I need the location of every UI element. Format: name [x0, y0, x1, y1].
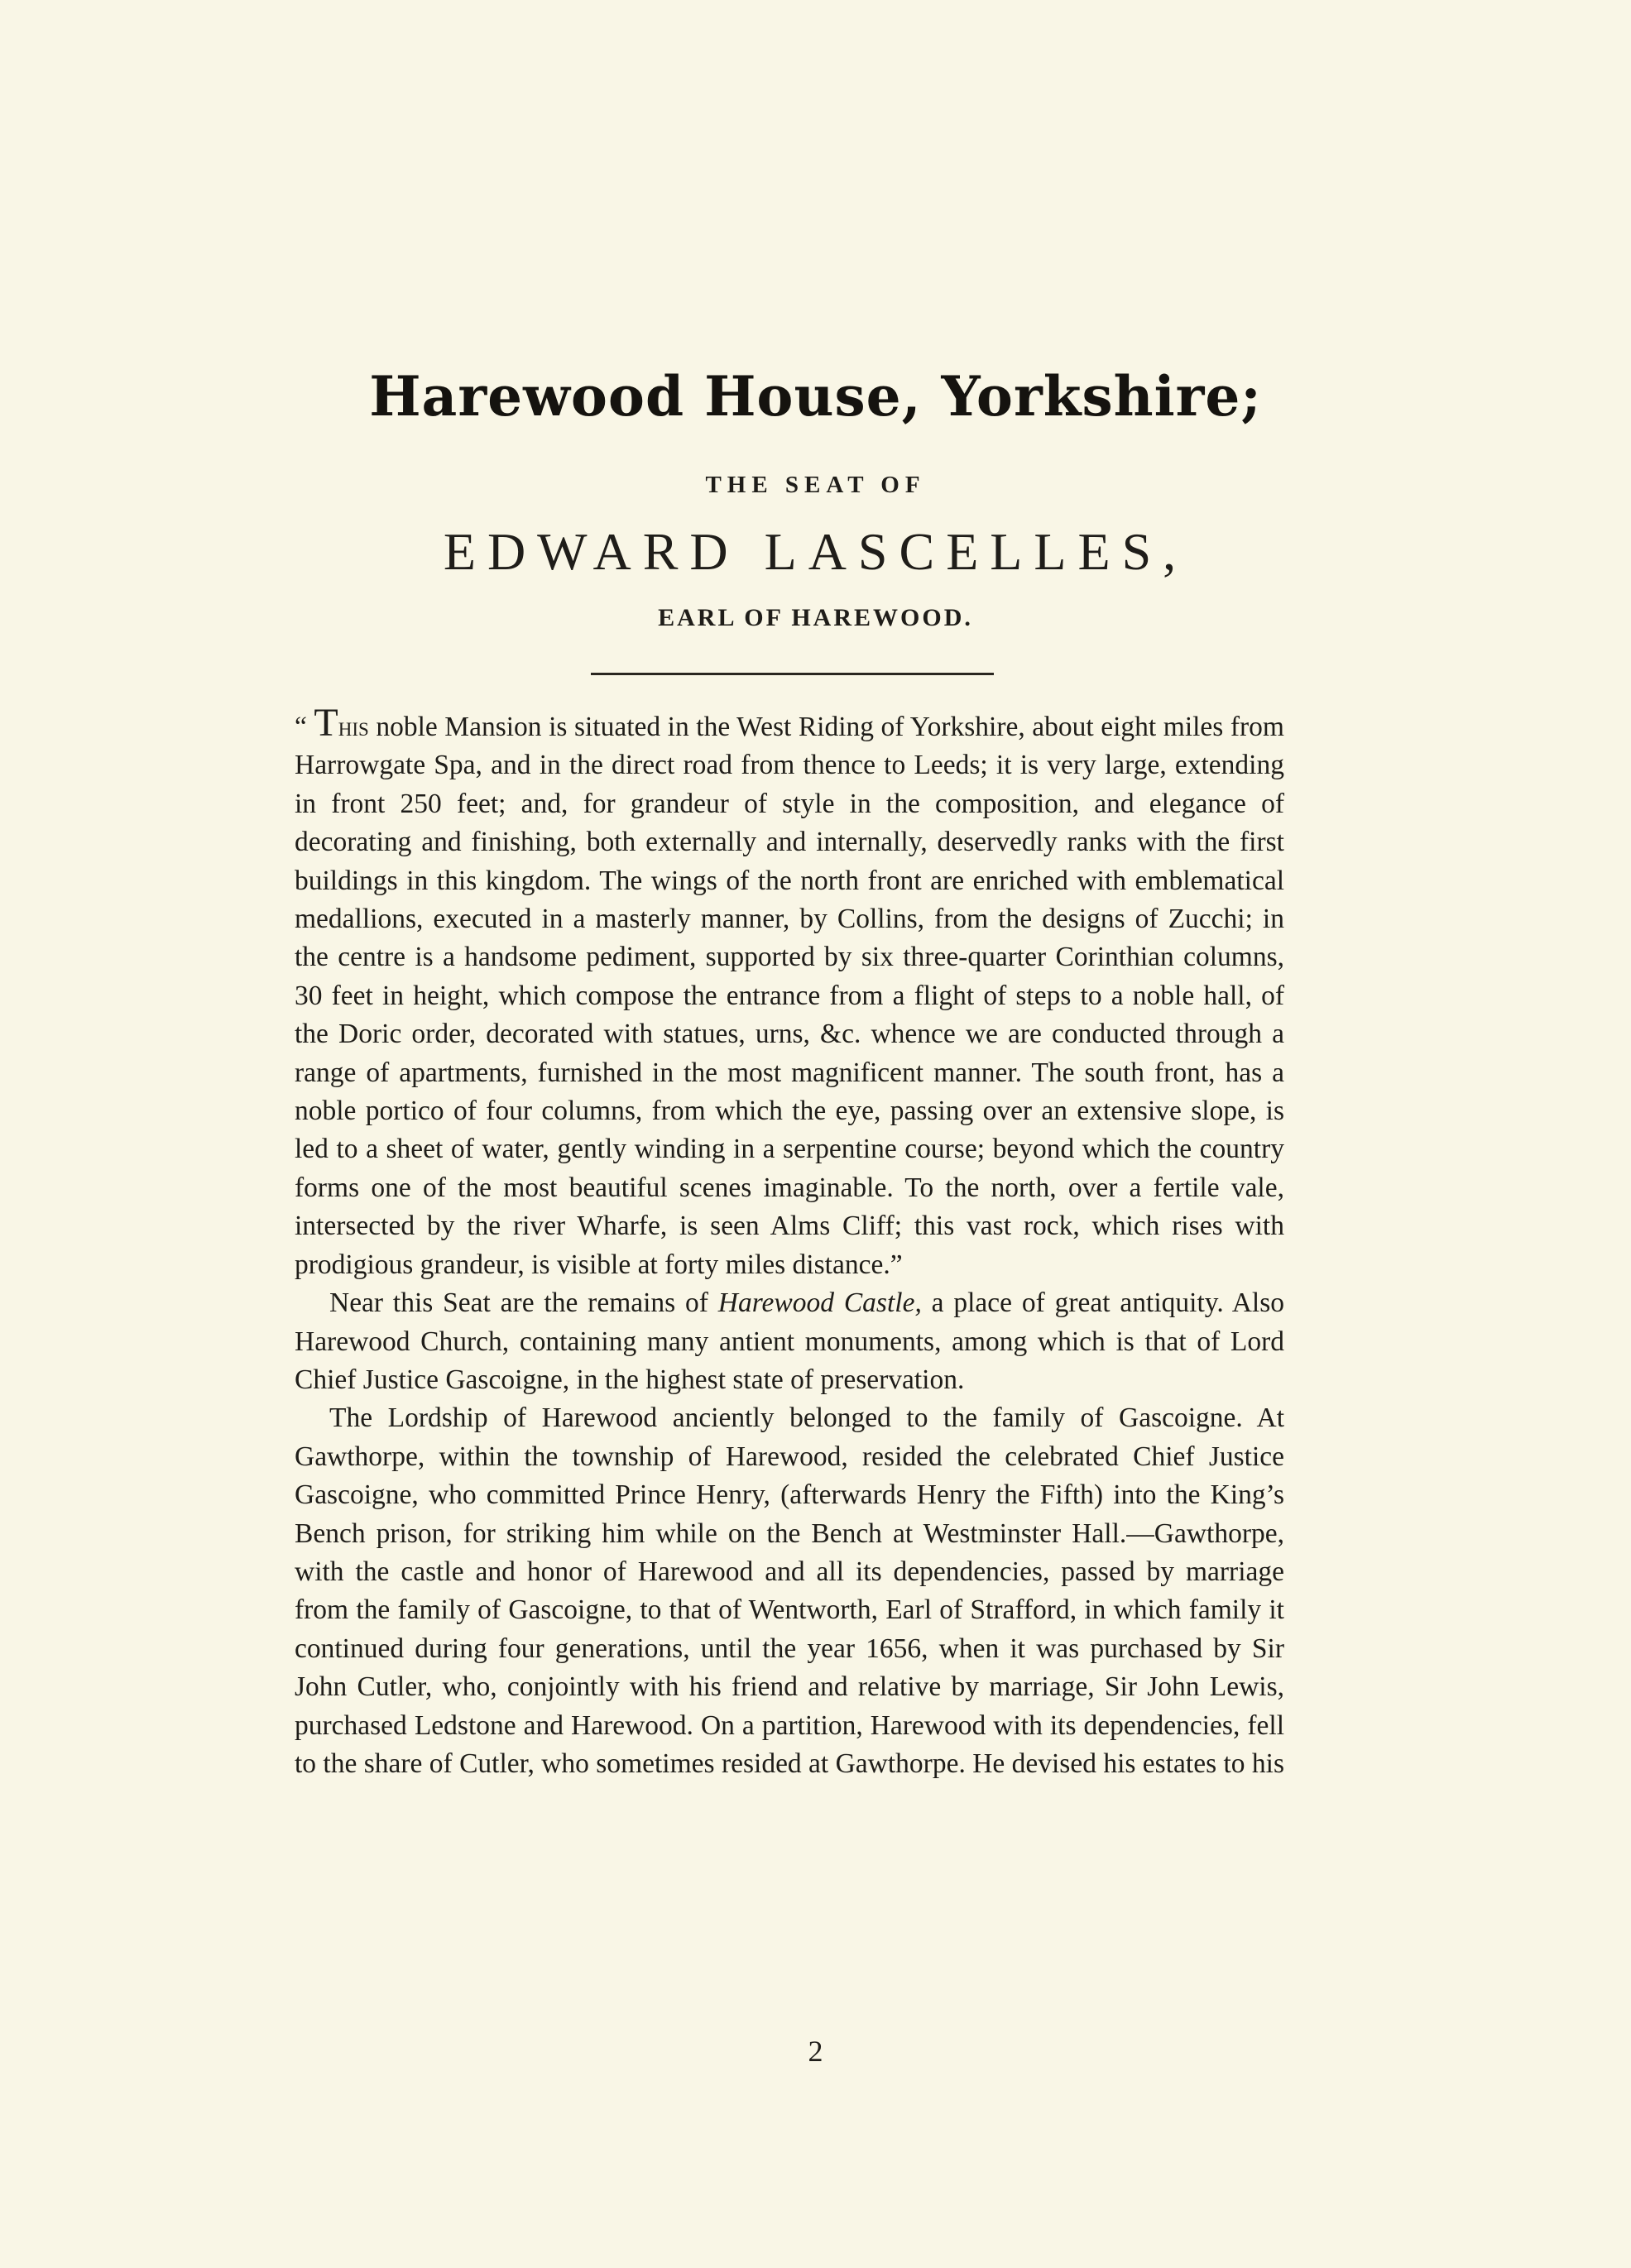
paragraph-2 — [295, 1284, 1284, 1399]
page-title: Harewood House, Yorkshire; — [369, 364, 1262, 429]
small-caps-word: his — [338, 712, 369, 742]
paragraph-3 — [295, 1399, 1284, 1783]
paragraph-2-italic: Harewood Castle, — [717, 1287, 922, 1319]
drop-cap: T — [314, 701, 338, 745]
paragraph-1-text: noble Mansion is situated in the West Riding of Yorkshire, about eight miles from Harrowgate Spa, and in the direct road from thence to Leeds; it is very large, extending in front 250 feet; and, for grandeur of style in the composition, and elegance of decorating and finishing, both externally and internally, deservedly ranks with the first buildings in this kingdom. The wings of the north front are enriched with emblematical medallions, executed in a masterly manner, by Collins, from the designs of Zucchi; in the centre is a handsome pediment, supported by six three-quarter Corinthian columns, 30 feet in height, which compose the entrance from a flight of steps to a noble hall, of the Doric order, decorated with statues, urns, &c. whence we are conducted through a range of apartments, furnished in the most magnificent manner. The south front, has a noble portico of four columns, from which the eye, passing over an extensive slope, is led to a sheet of water, gently winding in a serpentine course; beyond which the country forms one of the most beautiful scenes imaginable. To the north, over a fertile vale, intersected by the river Wharfe, is seen Alms Cliff; this vast rock, which rises with prodigious grandeur, is visible at forty miles distance.” — [295, 712, 1284, 1280]
paragraph-3-text: The Lordship of Harewood anciently belonged to the family of Gascoigne. At Gawthorpe, within the township of Harewood, resided the celebrated Chief Justice Gascoigne, who committed Prince Henry, (afterwards Henry the Fifth) into the King’s Bench prison, for striking him while on the Bench at Westminster Hall.—Gawthorpe, with the castle and honor of Harewood and all its dependencies, passed by marriage from the family of Gascoigne, to that of Wentworth, Earl of Strafford, in which family it continued during four generations, until the year 1656, when it was purchased by Sir John Cutler, who, conjointly with his friend and relative by marriage, Sir John Lewis, purchased Ledstone and Harewood. On a partition, Harewood with its dependencies, fell to the share of Cutler, who sometimes resided at Gawthorpe. He devised his estates to his — [295, 1403, 1285, 1779]
paragraph-1 — [295, 701, 1284, 1284]
page-number: 2 — [808, 2035, 823, 2068]
paragraph-2-text-after: a place of great antiquity. Also Harewood Church, containing many antient monuments, among which is that of Lord Chief Justice Gascoigne, in the highest state of preservation. — [295, 1287, 1284, 1395]
open-quote: “ — [295, 712, 314, 742]
subtitle-seat-of: THE SEAT OF — [705, 472, 926, 498]
owner-name: EDWARD LASCELLES, — [443, 522, 1188, 581]
body-text — [295, 701, 1285, 1783]
owner-title: EARL OF HAREWOOD. — [658, 604, 973, 631]
heading-divider — [591, 673, 994, 675]
paragraph-2-text-before: Near this Seat are the remains of — [329, 1287, 718, 1319]
